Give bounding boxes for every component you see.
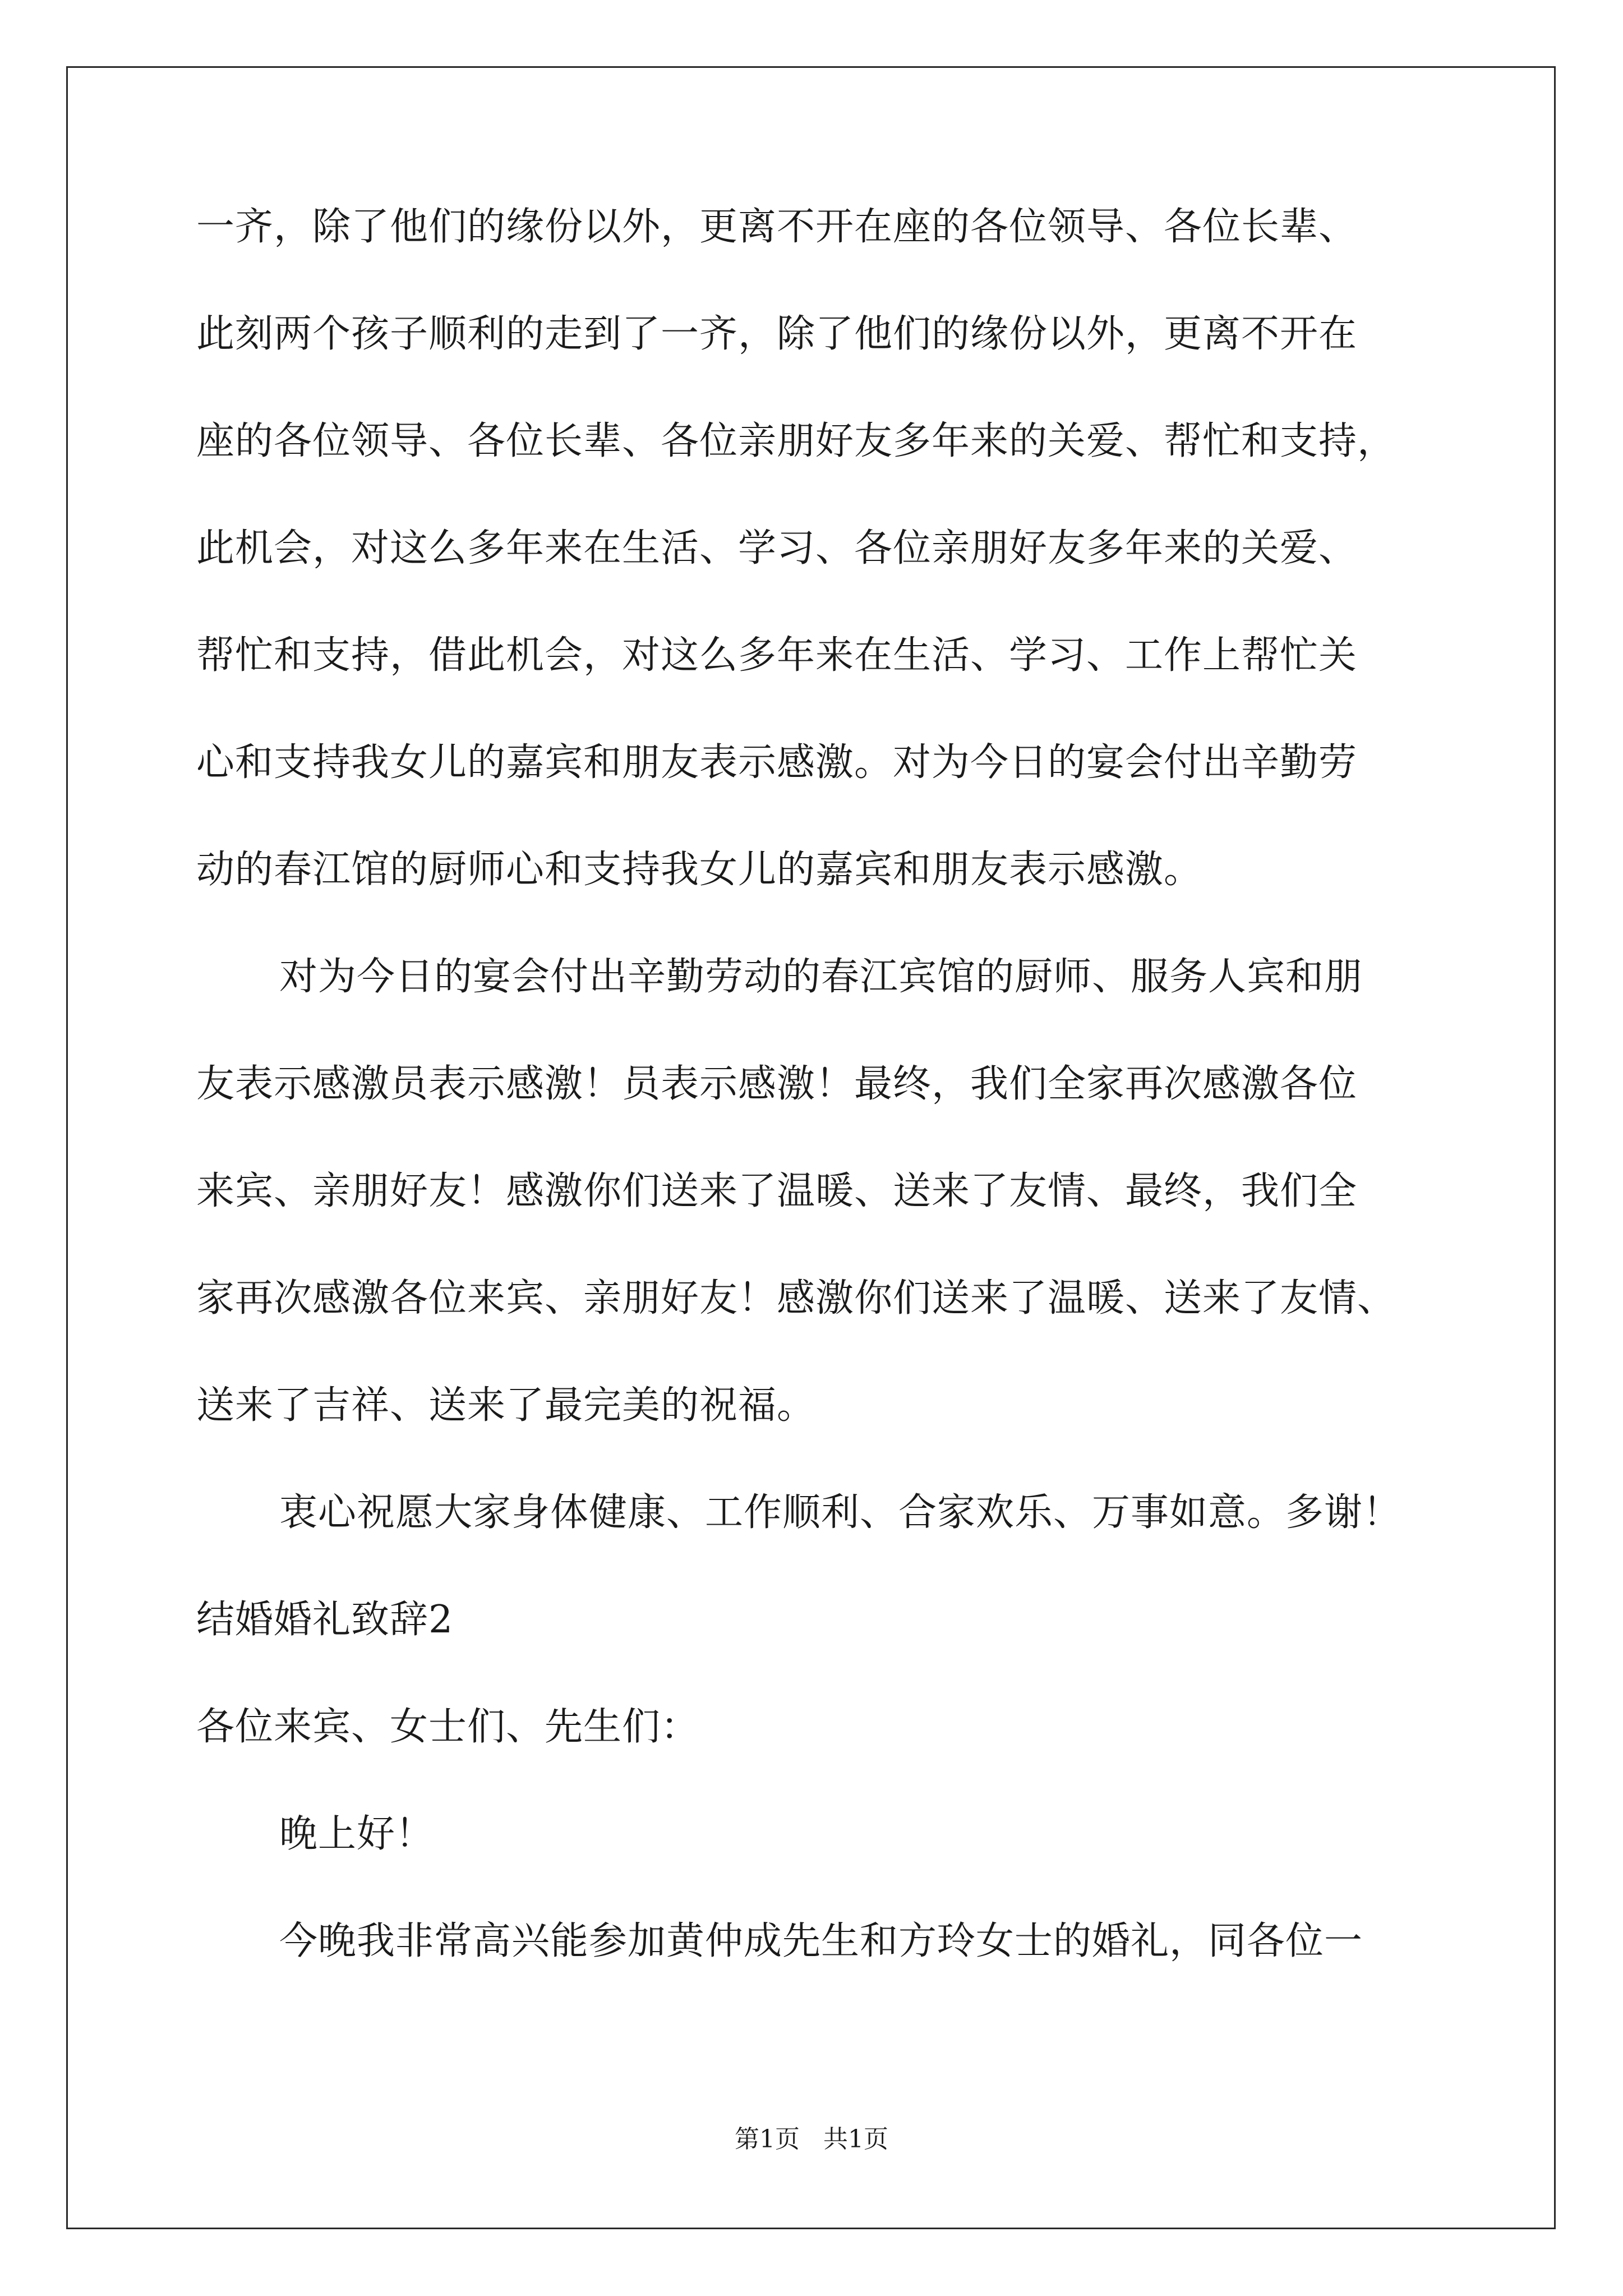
text-line: 送来了吉祥、送来了最完美的祝福。 (196, 1383, 816, 1428)
text-line: 来宾、亲朋好友！感激你们送来了温暖、送来了友情、最终，我们全 (196, 1169, 1358, 1213)
text-line: 此机会，对这么多年来在生活、学习、各位亲朋好友多年来的关爱、 (196, 526, 1358, 570)
greeting: 晚上好！ (279, 1812, 435, 1856)
text-line: 友表示感激员表示感激！员表示感激！最终，我们全家再次感激各位 (196, 1062, 1358, 1106)
page-number: 第1页 (735, 2125, 800, 2154)
text-line: 动的春江馆的厨师心和支持我女儿的嘉宾和朋友表示感激。 (196, 848, 1203, 892)
page-border (66, 66, 1556, 2229)
text-line: 家再次感激各位来宾、亲朋好友！感激你们送来了温暖、送来了友情、 (196, 1276, 1396, 1320)
text-line: 此刻两个孩子顺利的走到了一齐，除了他们的缘份以外，更离不开在 (196, 312, 1358, 356)
page-total: 共1页 (823, 2125, 888, 2154)
paragraph-start-line: 今晚我非常高兴能参加黄仲成先生和方玲女士的婚礼，同各位一 (279, 1919, 1363, 1963)
paragraph-start-line: 对为今日的宴会付出辛勤劳动的春江宾馆的厨师、服务人宾和朋 (279, 955, 1363, 999)
text-line: 帮忙和支持，借此机会，对这么多年来在生活、学习、工作上帮忙关 (196, 633, 1358, 678)
text-line: 一齐，除了他们的缘份以外，更离不开在座的各位领导、各位长辈、 (196, 205, 1358, 249)
section-heading: 结婚婚礼致辞2 (196, 1598, 454, 1642)
page-footer (0, 2123, 1623, 2156)
text-line: 心和支持我女儿的嘉宾和朋友表示感激。对为今日的宴会付出辛勤劳 (196, 740, 1358, 785)
paragraph-start-line: 衷心祝愿大家身体健康、工作顺利、合家欢乐、万事如意。多谢！ (279, 1490, 1402, 1535)
salutation: 各位来宾、女士们、先生们： (196, 1705, 700, 1749)
text-line: 座的各位领导、各位长辈、各位亲朋好友多年来的关爱、帮忙和支持， (196, 419, 1396, 463)
